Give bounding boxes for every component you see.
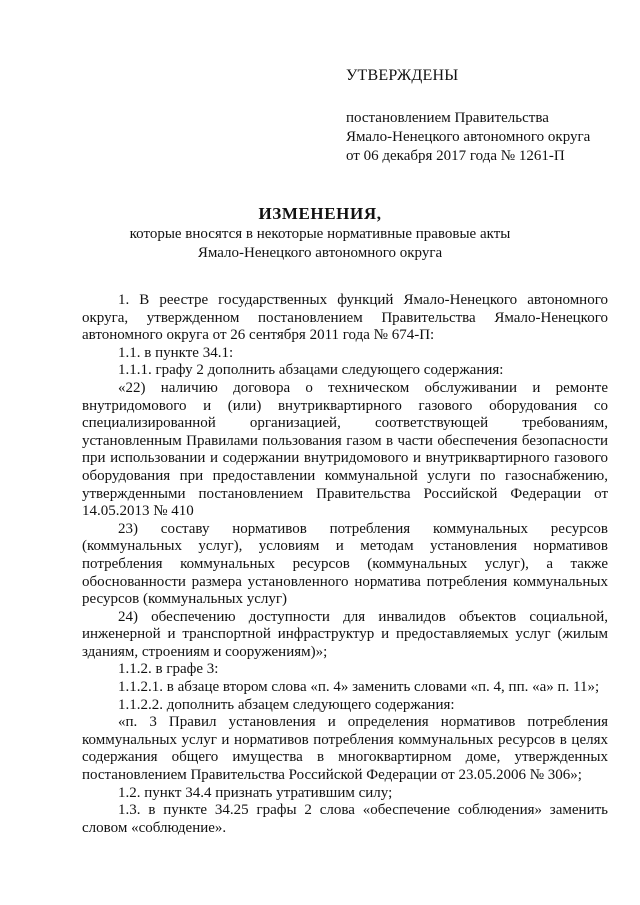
body-paragraph: 1.1.2. в графе 3:: [118, 661, 219, 678]
document-title-block: [0, 203, 640, 263]
body-paragraph: «п. 3 Правил установления и определения нормативов потребления коммунальных услуг и нормативов потребления коммунальных ресурсов в целях содержания общего имущества в многоквартирном доме, утвержденных постановлением Правительства Российской Федерации от 23.05.2006 № 306»;: [82, 714, 608, 784]
body-paragraph: 1.3. в пункте 34.25 графы 2 слова «обеспечение соблюдения» заменить словом «соблюдение».: [82, 802, 608, 836]
document-body: [82, 292, 608, 837]
document-subtitle-line: которые вносятся в некоторые нормативные правовые акты: [129, 226, 511, 242]
body-paragraph: 1.2. пункт 34.4 признать утратившим силу;: [118, 784, 393, 801]
approval-stamp: [346, 66, 626, 166]
body-paragraph: 23) составу нормативов потребления коммунальных ресурсов (коммунальных услуг), условиям и методам установления нормативов потребления коммунальных ресурсов (коммунальных услуг), а также обоснованности размера установленного норматива потребления коммунальных ресурсов (коммунальных услуг): [82, 520, 608, 608]
body-paragraph: 1.1. в пункте 34.1:: [118, 344, 234, 361]
body-paragraph: 24) обеспечению доступности для инвалидов объектов социальной, инженерной и транспортной инфраструктур и предоставляемых услуг (жилым зданиям, строениям и сооружениям)»;: [82, 608, 608, 660]
document-subtitle-line: Ямало-Ненецкого автономного округа: [197, 245, 443, 261]
approval-heading: УТВЕРЖДЕНЫ: [346, 67, 459, 84]
body-paragraph: 1.1.2.1. в абзаце втором слова «п. 4» заменить словами «п. 4, пп. «а» п. 11»;: [118, 679, 600, 696]
approval-line: от 06 декабря 2017 года № 1261-П: [346, 148, 565, 164]
body-paragraph: 1.1.1. графу 2 дополнить абзацами следующего содержания:: [118, 362, 504, 379]
body-paragraph: 1.1.2.2. дополнить абзацем следующего содержания:: [118, 696, 455, 713]
approval-line: постановлением Правительства: [346, 110, 549, 126]
approval-line: Ямало-Ненецкого автономного округа: [346, 129, 591, 145]
body-paragraph: 1. В реестре государственных функций Ямало-Ненецкого автономного округа, утвержденном постановлением Правительства Ямало-Ненецкого автономного округа от 26 сентября 2011 года № 674-П:: [82, 292, 608, 344]
body-paragraph: «22) наличию договора о техническом обслуживании и ремонте внутридомового и (или) внутриквартирного газового оборудования со специализированной организацией, соответствующей требованиям, установленным Правилами пользования газом в части обеспечения безопасности при использовании и содержании внутридомового и внутриквартирного газового оборудования при предоставлении коммунальной услуги по газоснабжению, утвержденными постановлением Правительства Российской Федерации от 14.05.2013 № 410: [82, 379, 608, 520]
document-title: ИЗМЕНЕНИЯ,: [258, 204, 382, 223]
